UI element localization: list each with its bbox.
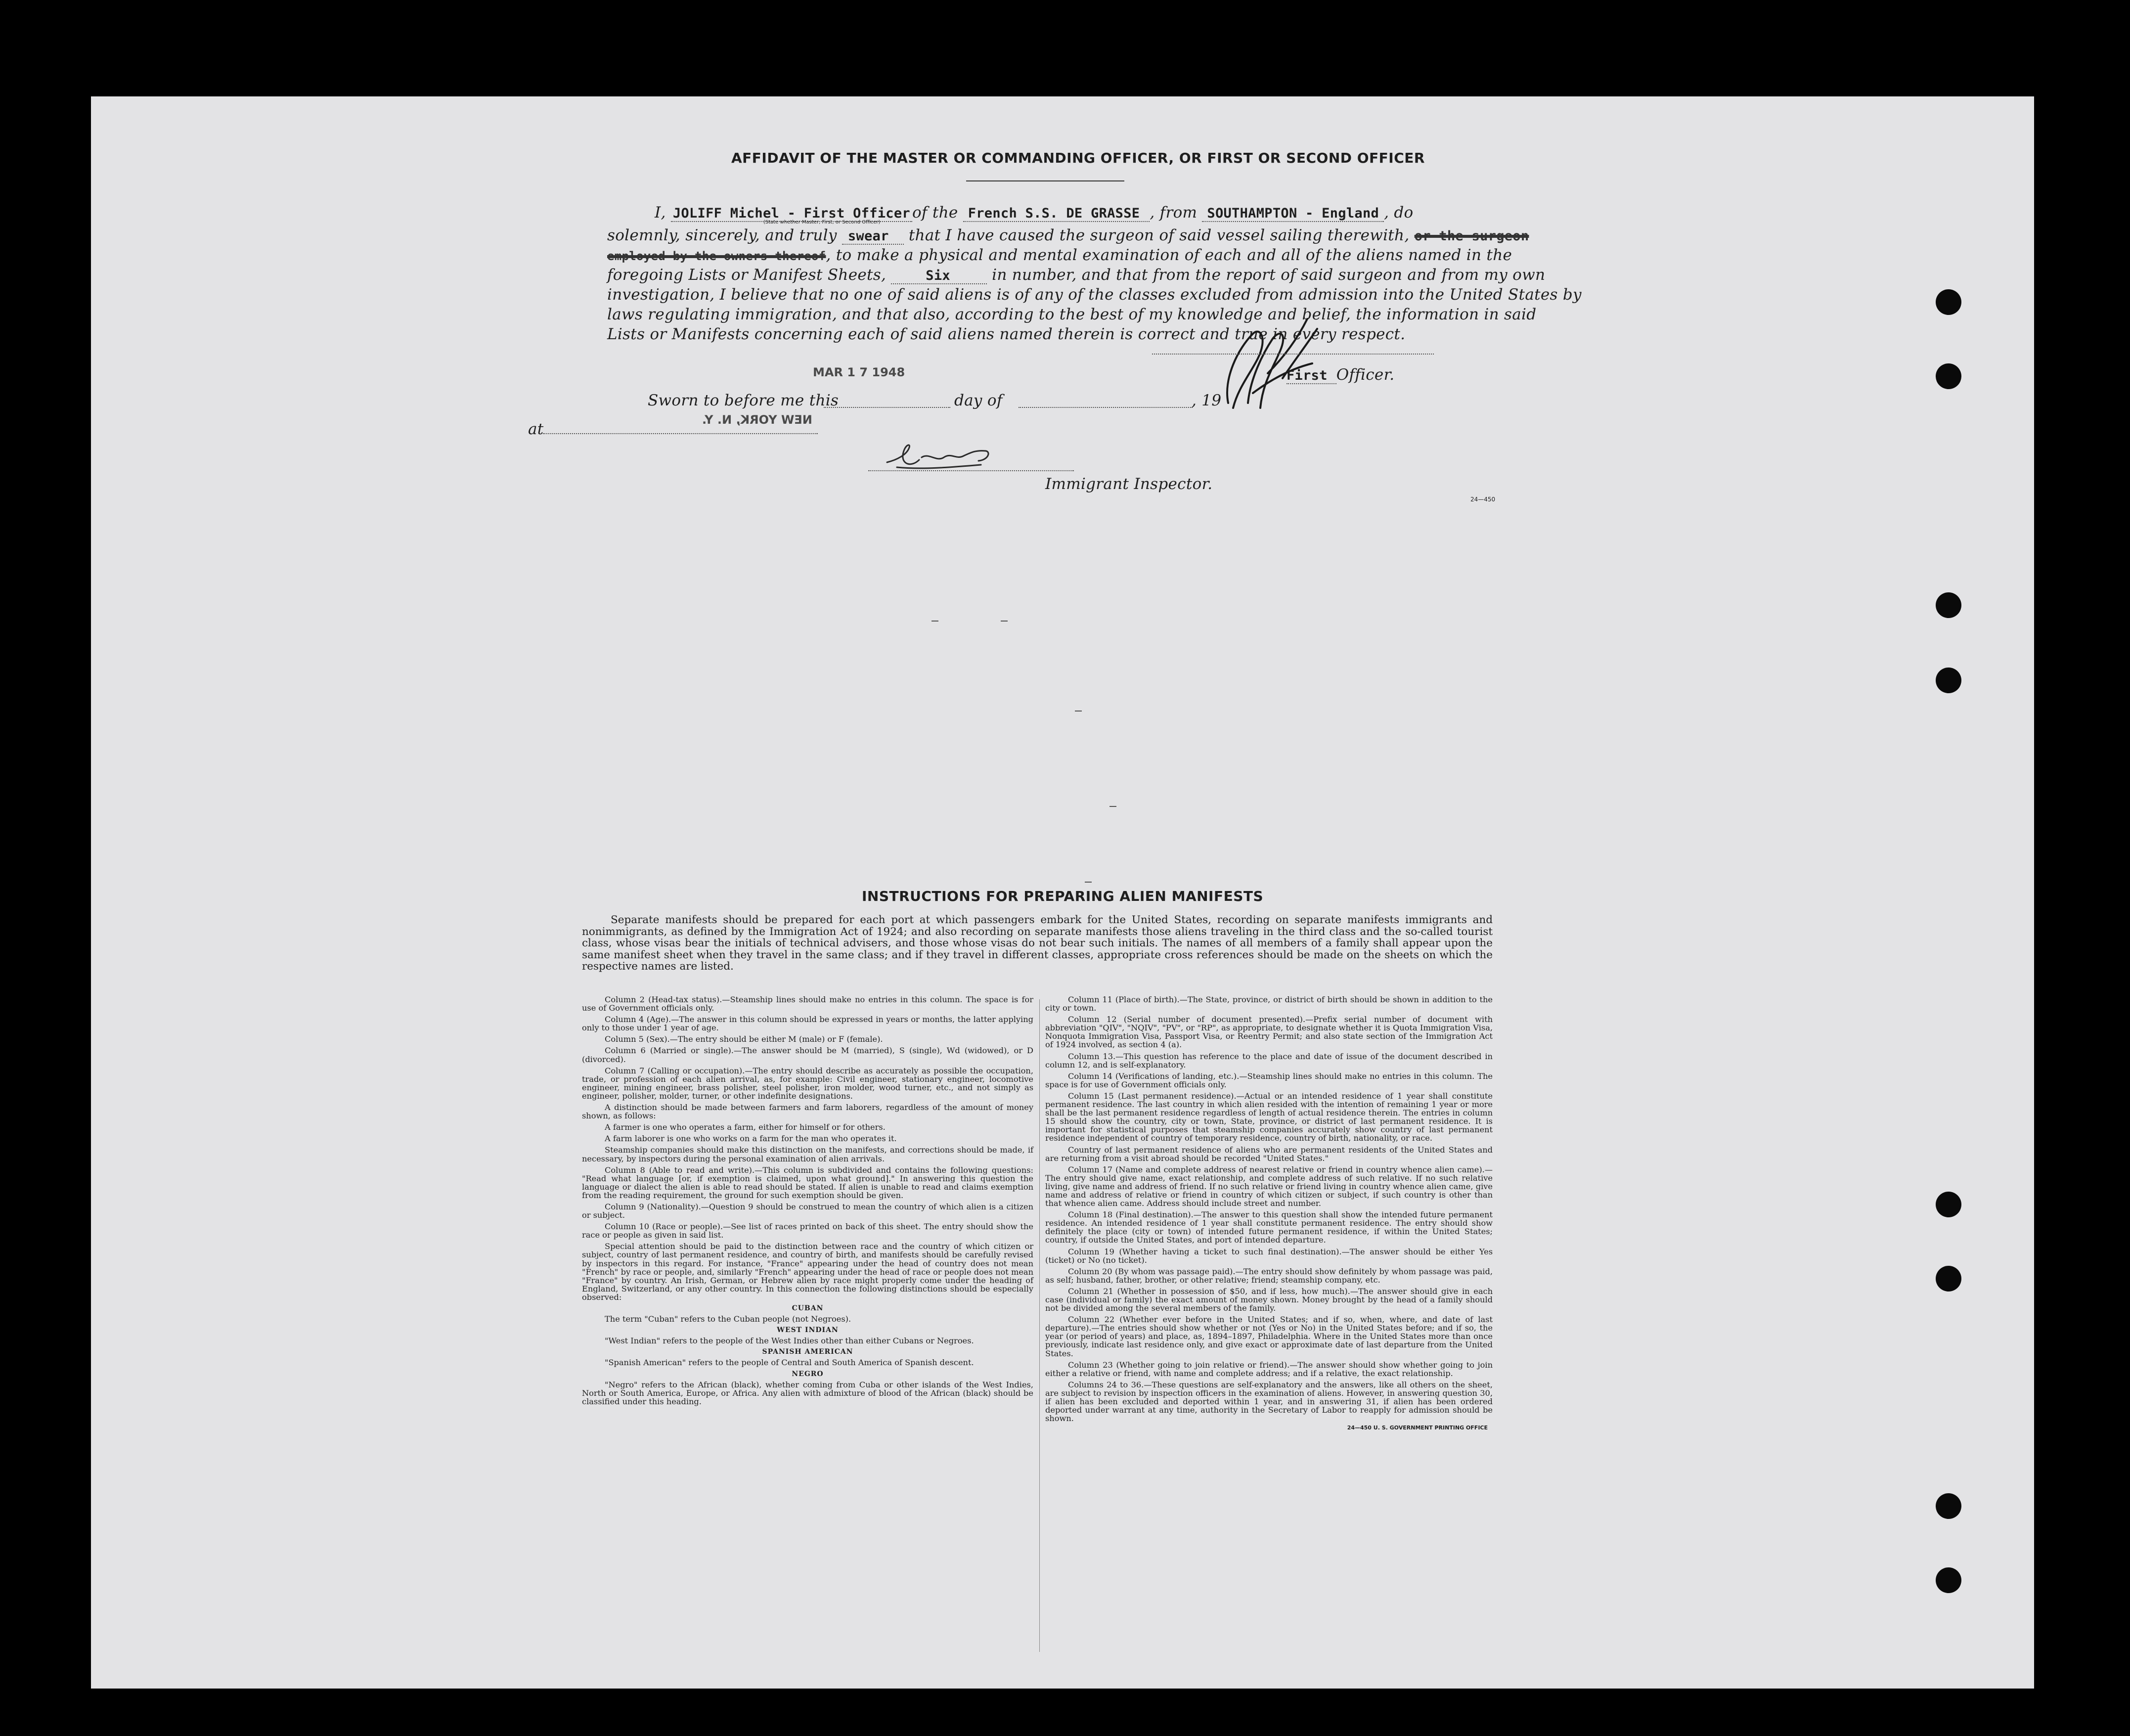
officer-name: JOLIFF Michel - First Officer [671,206,912,222]
affidavit-line-3 [607,246,1512,264]
instruction-paragraph: Steamship companies should make this distinction on the manifests, and corrections should be made, if necessary, by inspectors during the personal examination of alien arrivals. [582,1145,1033,1163]
inspector-line [868,470,1074,471]
text-at: at [528,420,544,438]
text-solemnly: solemnly, sincerely, and truly [607,226,837,244]
scan-mark [1085,882,1092,883]
struck-text-2: employed by the owners thereof [607,249,826,263]
sworn-date-line [824,407,950,408]
scan-mark [932,621,938,622]
punch-hole [1936,1567,1961,1593]
struck-text-1: or the surgeon [1414,228,1529,244]
punch-hole [1936,1192,1961,1217]
inspector-signature [882,440,996,475]
signature-line [1152,354,1434,355]
instruction-paragraph: Column 9 (Nationality).—Question 9 should be construed to mean the country of which alien is a citizen or subject. [582,1202,1033,1220]
affidavit-title: AFFIDAVIT OF THE MASTER OR COMMANDING OFFICER, OR FIRST OR SECOND OFFICER [731,150,1425,166]
instruction-paragraph: Column 12 (Serial number of document presented).—Prefix serial number of document with abbreviation "QIV", "NQIV", "PV", or "RP", as appropriate, to designate whether it is Quota Immigration Visa, Nonquota Immigration Visa, Passport Visa, or Reentry Permit; and also state section of the Immigration Act of 1924 involved, as section 4 (a). [1045,1015,1493,1050]
punch-hole [1936,1493,1961,1519]
instruction-paragraph: Columns 24 to 36.—These questions are self-explanatory and the answers, like all others on the sheet, are subject to revision by inspection officers in the examination of aliens. However, in answering question 30, if alien has been excluded and deported within 1 year, and in answering 31, if alien has been ordered deported under warrant at any time, authority in the Secretary of Labor to reapply for admission should be shown. [1045,1380,1493,1424]
manifest-sheet [91,96,2034,1689]
instruction-paragraph: Column 21 (Whether in possession of $50, and if less, how much).—The answer should give in each case (individual or family) the exact amount of money shown. Money brought by the head of a family should not be divided among the several members of the family. [1045,1286,1493,1313]
instruction-paragraph: Special attention should be paid to the distinction between race and the country of which citizen or subject, country of last permanent residence, and country of birth, and manifests should be carefully revised by inspectors in this regard. For instance, "France" appearing under the head of country does not mean "French" by race or people, and, similarly "French" appearing under the head of race or people does not mean "France" by country. An Irish, German, or Hebrew alien by race might properly come under the heading of England, Switzerland, or any other country. In this connection the following distinctions should be especially observed: [582,1242,1033,1302]
race-definition: "Spanish American" refers to the people of Central and South America of Spanish descent. [605,1358,974,1368]
officer-rank: First [1287,368,1336,384]
sworn-month-line [1019,407,1193,408]
scan-mark [1001,621,1008,622]
instruction-paragraph: Column 7 (Calling or occupation).—The entry should describe as accurately as possible the occupation, trade, or profession of each alien arrival, as, for example: Civil engineer, stationary engineer, locomotive engineer, mining engineer, brass polisher, steel polisher, iron molder, wood turner, etc., and not simply as engineer, polisher, molder, turner, or other indefinite designations. [582,1066,1033,1101]
instruction-paragraph: A farmer is one who operates a farm, either for himself or for others. [605,1122,886,1132]
text-do: , do [1384,204,1414,222]
instructions-intro-block [582,914,1493,973]
instruction-paragraph: A farm laborer is one who works on a farm for the man who operates it. [605,1134,897,1144]
affidavit-line-5: investigation, I believe that no one of said aliens is of any of the classes excluded from admission into the United States by [607,286,1582,304]
affidavit-line-1: I, JOLIFF Michel - First Officer of the French S.S. DE GRASSE , from SOUTHAMPTON - England , do [607,204,1413,222]
race-heading: WEST INDIAN [777,1326,839,1335]
text-surgeon: that I have caused the surgeon of said vessel sailing therewith, [908,226,1410,244]
instructions-columns [582,995,1493,1658]
race-definition: "Negro" refers to the African (black), whether coming from Cuba or other islands of the West Indies, North or South America, Europe, or Africa. Any alien with admixture of blood of the African (black) should be classified under this heading. [582,1380,1033,1406]
sworn-place-line [543,433,818,434]
text-day-of: day of [954,392,1003,409]
date-stamp: MAR 1 7 1948 [813,365,905,379]
race-heading: CUBAN [792,1304,824,1312]
instruction-paragraph: Column 14 (Verifications of landing, etc.).—Steamship lines should make no entries in this column. The space is for use of Government officials only. [1045,1071,1493,1089]
inspector-label: Immigrant Inspector. [1045,475,1213,493]
instruction-paragraph: Column 20 (By whom was passage paid).—The entry should show definitely by whom passage was paid, as self; husband, father, brother, or other relative; friend; steamship company, etc. [1045,1266,1493,1285]
instruction-paragraph: Column 11 (Place of birth).—The State, province, or district of birth should be shown in addition to the city or town. [1045,995,1493,1013]
instruction-paragraph: Column 4 (Age).—The answer in this column should be expressed in years or months, the latter applying only to those under 1 year of age. [582,1015,1033,1033]
affidavit-line-4 [607,266,1545,284]
instruction-paragraph: Column 8 (Able to read and write).—This column is subdivided and contains the following questions: "Read what language [or, if exemption is claimed, upon what ground]." In answering this question the language or dialect the alien is able to read should be stated. If alien is unable to read and claims exemption from the reading requirement, the ground for such exemption should be given. [582,1165,1033,1200]
instructions-title: INSTRUCTIONS FOR PREPARING ALIEN MANIFESTS [862,888,1264,904]
printing-office-footer [1045,1424,1493,1431]
officer-title [1287,366,1394,384]
text-of-the: of the [912,204,958,222]
oath-type: swear [842,228,904,245]
left-column [582,995,1033,1409]
sheet-count: Six [891,268,987,284]
column-divider [1039,999,1040,1652]
race-heading: NEGRO [792,1370,824,1378]
sworn-line [648,392,839,409]
instruction-paragraph: Country of last permanent residence of aliens who are permanent residents of the United States and are returning from a visit abroad should be recorded "United States." [1045,1145,1493,1163]
punch-hole [1936,668,1961,693]
text-in-number: in number, and that from the report of said surgeon and from my own [992,266,1546,284]
instruction-paragraph: A distinction should be made between farmers and farm laborers, regardless of the amount of money shown, as follows: [582,1103,1033,1121]
instruction-paragraph: Column 23 (Whether going to join relative or friend).—The answer should show whether going to join either a relative or friend, with name and complete address; and if a relative, the exact relationship. [1045,1360,1493,1378]
instruction-paragraph: Column 15 (Last permanent residence).—Actual or an intended residence of 1 year shall constitute permanent residence. The last country in which alien resided with the intention of remaining 1 year or more shall be the last permanent residence regardless of length of actual residence therein. The entries in column 15 should show the country, city or town, State, province, or district of last permanent residence. It is important for statistical purposes that steamship companies accurately show country of last permanent residence independent of country of temporary residence, country of birth, nationality, or race. [1045,1091,1493,1143]
instruction-paragraph: Column 2 (Head-tax status).—Steamship lines should make no entries in this column. The space is for use of Government officials only. [582,995,1033,1013]
scan-mark [1075,711,1082,712]
punch-hole [1936,592,1961,618]
footer-text: 24—450 U. S. GOVERNMENT PRINTING OFFICE [1347,1424,1488,1431]
form-number: 24—450 [1470,496,1496,503]
instruction-paragraph: Column 13.—This question has reference to the place and date of issue of the document described in column 12, and is self-explanatory. [1045,1051,1493,1069]
instruction-paragraph: Column 6 (Married or single).—The answer should be M (married), S (single), Wd (widowed), or D (divorced). [582,1046,1033,1064]
officer-label: Officer. [1336,366,1395,384]
scan-mark [1109,806,1116,807]
affidavit-line-6: laws regulating immigration, and that also, according to the best of my knowledge and belief, the information in said [607,306,1537,323]
text-year: , 19 [1192,392,1222,409]
text-sworn: Sworn to before me this [648,392,839,409]
instruction-paragraph: Column 17 (Name and complete address of nearest relative or friend in country whence alien came).—The entry should give name, exact relationship, and complete address of such relative. If no such relative living, give name and address of friend. If no such relative or friend living in country whence alien came, give name and address of relative or friend in country of which citizen or subject, if such country is other than that whence alien came. Address should include street and number. [1045,1164,1493,1208]
punch-hole [1936,363,1961,389]
race-heading: SPANISH AMERICAN [762,1348,853,1356]
place-stamp: NEW YORK, N. Y. [702,413,812,427]
instructions-intro: Separate manifests should be prepared for each port at which passengers embark for the United States, recording on separate manifests immigrants and nonimmigrants, as defined by the Immigration Act of 1924; and also recording on separate manifests those aliens traveling in the third class and the so-called tourist class, whose visas bear the initials of technical advisers, and those whose visas do not bear such initials. The names of all members of a family shall appear upon the same manifest sheet when they travel in the same class; and if they travel in different classes, appropriate cross references should be made on the sheets on which the respective names are listed. [582,914,1493,973]
race-definition: The term "Cuban" refers to the Cuban people (not Negroes). [605,1314,851,1324]
text-examination: , to make a physical and mental examination of each and all of the aliens named in the [826,246,1512,264]
vessel-name: French S.S. DE GRASSE [963,206,1150,222]
punch-hole [1936,1266,1961,1291]
title-rule [966,180,1124,181]
affidavit-line-2 [607,226,1529,244]
text-from: from [1159,204,1198,222]
departure-port: SOUTHAMPTON - England [1202,206,1384,222]
instruction-paragraph: Column 18 (Final destination).—The answer to this question shall show the intended future permanent residence. An intended residence of 1 year shall constitute permanent residence. The entry should show definitely the place (city or town) of intended future permanent residence, if within the United States; country, if outside the United States, and port of intended departure. [1045,1210,1493,1245]
affidavit-line-7: Lists or Manifests concerning each of said aliens named therein is correct and true in every respect. [607,325,1406,343]
instruction-paragraph: Column 10 (Race or people).—See list of races printed on back of this sheet. The entry should show the race or people as given in said list. [582,1222,1033,1240]
officer-name-caption: (State whether Master, First, or Second Officer) [763,220,881,225]
instruction-paragraph: Column 19 (Whether having a ticket to such final destination).—The answer should be either Yes (ticket) or No (no ticket). [1045,1246,1493,1265]
instruction-paragraph: Column 22 (Whether ever before in the United States; and if so, when, where, and date of last departure).—The entries should show whether or not (Yes or No) in the United States before; and if so, the year (or period of years) and place, as, 1894–1897, Philadelphia. Where in the United States more than once previously, indicate last residence only, and give exact or approximate date of last departure from the United States. [1045,1315,1493,1358]
instruction-paragraph: Column 5 (Sex).—The entry should be either M (male) or F (female). [605,1034,883,1044]
race-definition: "West Indian" refers to the people of the West Indies other than either Cubans or Negroes. [605,1336,974,1346]
text-foregoing: foregoing Lists or Manifest Sheets, [607,266,887,284]
text-i: I, [655,204,666,222]
right-column [1045,995,1493,1431]
punch-hole [1936,289,1961,315]
